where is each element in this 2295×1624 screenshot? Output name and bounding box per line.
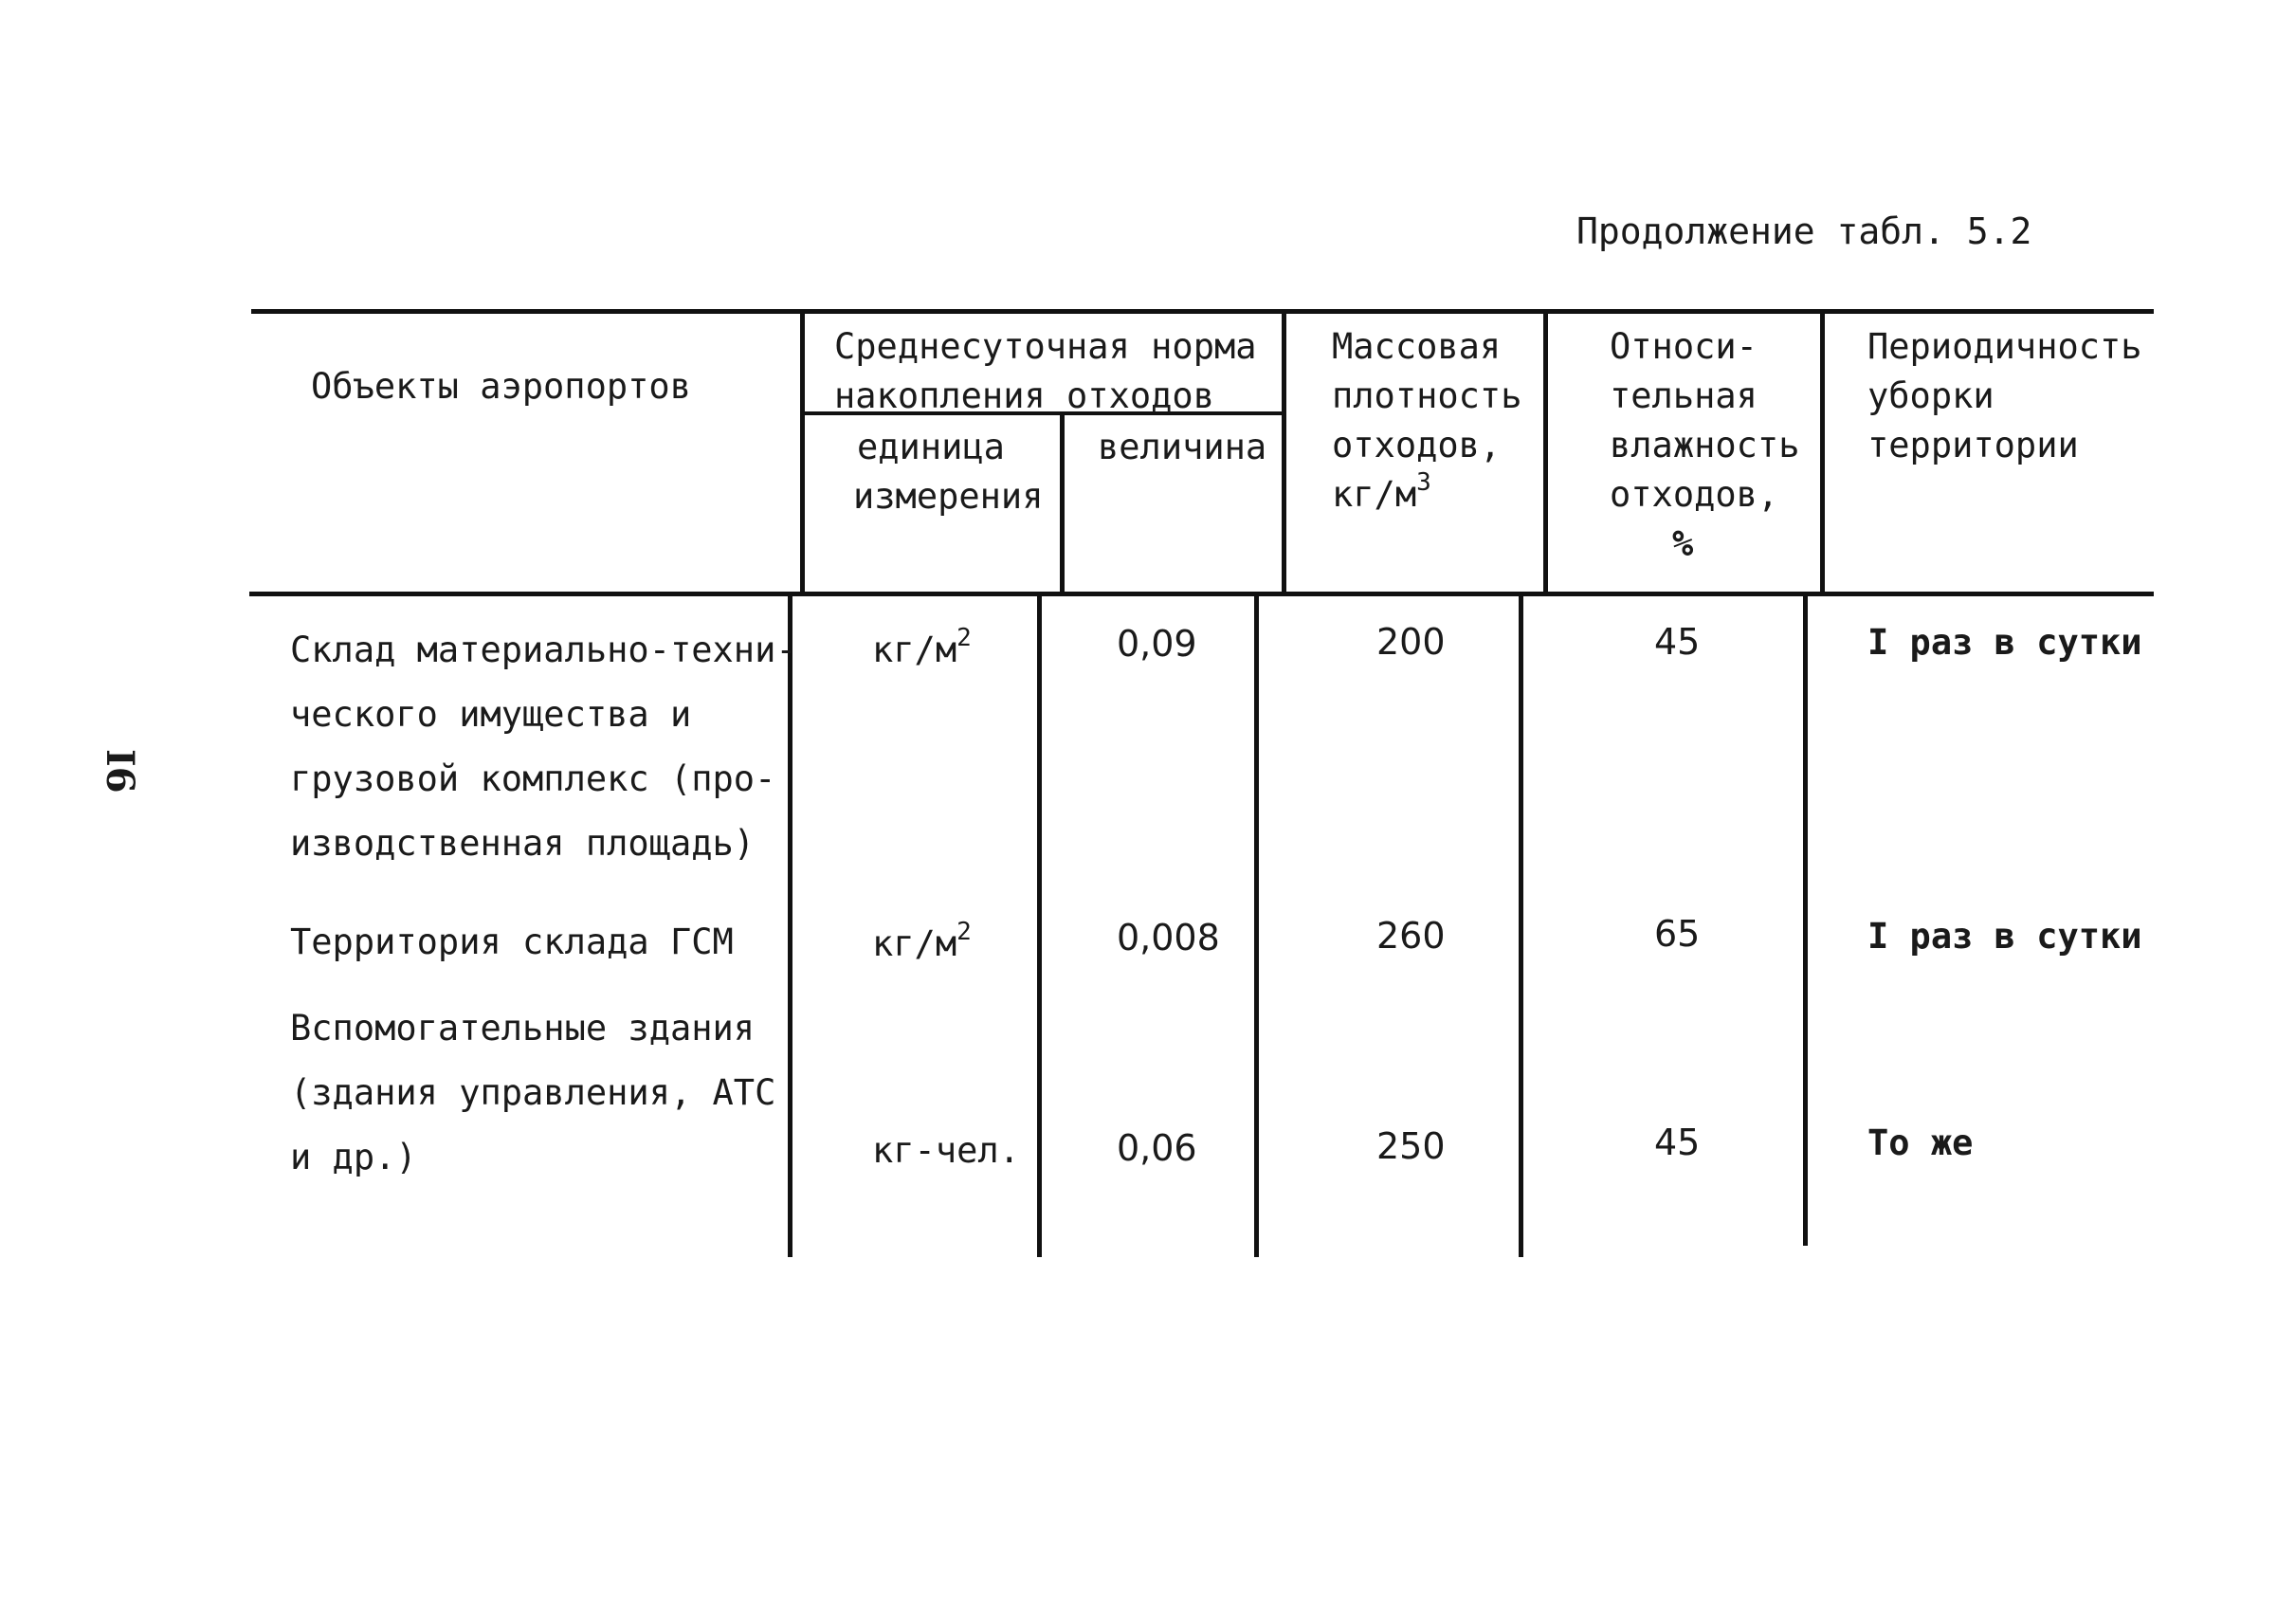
row-unit-text: кг-чел. <box>872 1130 1020 1171</box>
header-density-line <box>1332 467 1521 520</box>
header-humidity-line: тельная <box>1610 375 1758 416</box>
page-number: I6 <box>98 749 142 794</box>
row-object <box>290 910 734 975</box>
row-unit-sup: 2 <box>956 917 972 946</box>
row-humidity: 65 <box>1654 913 1701 955</box>
header-period-line: территории <box>1867 425 2079 465</box>
header-density-line: Массовая <box>1332 326 1502 367</box>
row-object <box>290 618 797 876</box>
header-objects <box>311 362 691 411</box>
header-value <box>1098 423 1266 472</box>
row-object-line: ческого имущества и <box>290 694 692 735</box>
col-divider-2 <box>1060 413 1065 593</box>
header-humidity <box>1610 322 1799 569</box>
row-value: 0,09 <box>1117 623 1197 665</box>
row-object-line: (здания управления, АТС <box>290 1072 776 1113</box>
table-caption: Продолжение табл. 5.2 <box>1576 210 2032 252</box>
row-object-line: изводственная площадь) <box>290 823 756 864</box>
header-bottom-rule <box>249 592 2154 596</box>
row-unit-sup: 2 <box>956 623 972 652</box>
row-humidity: 45 <box>1654 1122 1701 1163</box>
row-object-line: грузовой комплекс (про- <box>290 758 776 799</box>
row-value: 0,008 <box>1117 917 1220 958</box>
header-unit-line: единица <box>857 427 1005 467</box>
header-density-sup: 3 <box>1416 467 1431 497</box>
col-divider-4 <box>1543 313 1548 593</box>
row-unit <box>872 1126 1020 1176</box>
header-period-line: уборки <box>1867 375 1994 416</box>
header-density-line: плотность <box>1332 375 1522 416</box>
header-unit-line: измерения <box>853 476 1044 517</box>
row-object-line: и др.) <box>290 1137 417 1177</box>
row-object-line: Склад материально-техни- <box>290 630 797 670</box>
header-density-line: отходов, <box>1332 425 1502 465</box>
row-period: I раз в сутки <box>1867 622 2142 663</box>
header-density <box>1332 322 1521 520</box>
row-unit-text: кг/м <box>872 923 957 964</box>
row-period: I раз в сутки <box>1867 916 2142 957</box>
row-density: 250 <box>1376 1125 1446 1167</box>
header-norm-line: накопления отходов <box>834 375 1214 416</box>
header-norm-group <box>834 322 1257 421</box>
row-unit <box>872 917 972 969</box>
col-divider-3 <box>1282 313 1286 593</box>
header-humidity-line: влажность <box>1610 425 1800 465</box>
col-divider-5-body <box>1803 596 1808 1246</box>
col-divider-2-body <box>1037 596 1042 1257</box>
row-period: То же <box>1867 1122 1974 1163</box>
header-unit <box>853 423 1043 521</box>
col-divider-3-body <box>1254 596 1259 1257</box>
row-unit-text: кг/м <box>872 630 957 670</box>
header-humidity-line: % <box>1672 523 1694 564</box>
row-value: 0,06 <box>1117 1127 1197 1169</box>
row-object-line: Вспомогательные здания <box>290 1008 756 1049</box>
row-humidity: 45 <box>1654 621 1701 663</box>
row-density: 260 <box>1376 915 1446 957</box>
header-period-line: Периодичность <box>1867 326 2142 367</box>
header-density-unit: кг/м <box>1332 474 1417 515</box>
top-rule <box>251 309 2154 314</box>
col-divider-4-body <box>1519 596 1523 1257</box>
header-humidity-line: Относи- <box>1610 326 1758 367</box>
row-object <box>290 996 775 1190</box>
header-norm-line: Среднесуточная норма <box>834 326 1257 367</box>
header-objects-line: Объекты аэропортов <box>311 366 691 407</box>
row-density: 200 <box>1376 621 1446 663</box>
row-object-line: Территория склада ГСМ <box>290 921 734 962</box>
col-divider-1 <box>800 313 805 593</box>
header-period <box>1867 322 2142 470</box>
header-value-line: величина <box>1098 427 1267 467</box>
header-humidity-line: отходов, <box>1610 474 1779 515</box>
row-unit <box>872 623 972 675</box>
col-divider-5 <box>1820 313 1825 593</box>
